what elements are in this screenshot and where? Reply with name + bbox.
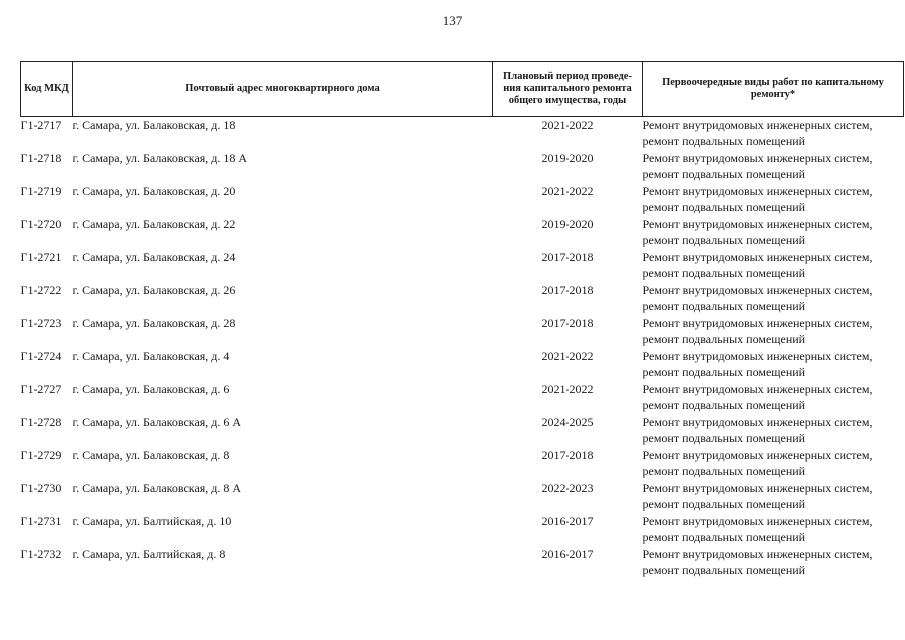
table-row bbox=[21, 150, 904, 183]
table-row bbox=[21, 447, 904, 480]
row-code: Г1-2717 bbox=[20, 118, 62, 132]
row-works-line1: Ремонт внутридомовых инженерных систем, bbox=[642, 448, 873, 462]
row-address: г. Самара, ул. Балаковская, д. 18 bbox=[72, 118, 236, 132]
row-works-line2: ремонт подвальных помещений bbox=[642, 497, 806, 511]
table-row bbox=[21, 249, 904, 282]
row-address: г. Самара, ул. Балаковская, д. 4 bbox=[72, 349, 230, 363]
row-works bbox=[643, 480, 904, 513]
row-period: 2024-2025 bbox=[541, 415, 594, 429]
row-works-line1: Ремонт внутридомовых инженерных систем, bbox=[642, 316, 873, 330]
header-code: Код МКД bbox=[21, 62, 73, 117]
row-period: 2021-2022 bbox=[541, 184, 594, 198]
row-works-line2: ремонт подвальных помещений bbox=[642, 530, 806, 544]
row-code: Г1-2727 bbox=[20, 382, 62, 396]
row-works-line2: ремонт подвальных помещений bbox=[642, 365, 806, 379]
row-address: г. Самара, ул. Балаковская, д. 28 bbox=[72, 316, 236, 330]
row-code: Г1-2723 bbox=[20, 316, 62, 330]
row-code: Г1-2719 bbox=[20, 184, 62, 198]
row-address: г. Самара, ул. Балаковская, д. 26 bbox=[72, 283, 236, 297]
table-row bbox=[21, 381, 904, 414]
row-period: 2017-2018 bbox=[541, 283, 594, 297]
row-works-line2: ремонт подвальных помещений bbox=[642, 332, 806, 346]
row-code: Г1-2728 bbox=[20, 415, 62, 429]
row-code: Г1-2718 bbox=[20, 151, 62, 165]
row-address: г. Самара, ул. Балаковская, д. 20 bbox=[72, 184, 236, 198]
row-address: г. Самара, ул. Балаковская, д. 8 bbox=[72, 448, 230, 462]
row-code: Г1-2732 bbox=[20, 547, 62, 561]
row-works-line1: Ремонт внутридомовых инженерных систем, bbox=[642, 547, 873, 561]
row-period: 2017-2018 bbox=[541, 250, 594, 264]
row-code: Г1-2724 bbox=[20, 349, 62, 363]
row-period: 2021-2022 bbox=[541, 382, 594, 396]
row-address: г. Самара, ул. Балтийская, д. 8 bbox=[72, 547, 226, 561]
row-address: г. Самара, ул. Балаковская, д. 24 bbox=[72, 250, 236, 264]
table-row bbox=[21, 183, 904, 216]
row-works bbox=[643, 282, 904, 315]
row-works-line2: ремонт подвальных помещений bbox=[642, 134, 806, 148]
row-works-line2: ремонт подвальных помещений bbox=[642, 398, 806, 412]
row-works-line2: ремонт подвальных помещений bbox=[642, 167, 806, 181]
table-row bbox=[21, 513, 904, 546]
row-works-line2: ремонт подвальных помещений bbox=[642, 299, 806, 313]
row-works bbox=[643, 117, 904, 151]
row-period: 2021-2022 bbox=[541, 118, 594, 132]
row-address: г. Самара, ул. Балаковская, д. 6 А bbox=[72, 415, 242, 429]
row-works bbox=[643, 414, 904, 447]
row-period: 2017-2018 bbox=[541, 448, 594, 462]
row-code: Г1-2729 bbox=[20, 448, 62, 462]
row-works-line1: Ремонт внутридомовых инженерных систем, bbox=[642, 118, 873, 132]
row-works-line1: Ремонт внутридомовых инженерных систем, bbox=[642, 514, 873, 528]
row-works bbox=[643, 249, 904, 282]
row-works bbox=[643, 216, 904, 249]
table-row bbox=[21, 282, 904, 315]
row-period: 2019-2020 bbox=[541, 151, 594, 165]
table-row bbox=[21, 348, 904, 381]
row-code: Г1-2722 bbox=[20, 283, 62, 297]
row-period: 2022-2023 bbox=[541, 481, 594, 495]
row-works bbox=[643, 150, 904, 183]
row-period: 2017-2018 bbox=[541, 316, 594, 330]
row-period: 2016-2017 bbox=[541, 514, 594, 528]
row-period: 2016-2017 bbox=[541, 547, 594, 561]
row-works-line2: ремонт подвальных помещений bbox=[642, 431, 806, 445]
row-works-line1: Ремонт внутридомовых инженерных систем, bbox=[642, 151, 873, 165]
header-address: Почтовый адрес многоквартирного дома bbox=[73, 62, 493, 117]
row-address: г. Самара, ул. Балтийская, д. 10 bbox=[72, 514, 232, 528]
page-number: 137 bbox=[442, 13, 463, 28]
row-address: г. Самара, ул. Балаковская, д. 22 bbox=[72, 217, 236, 231]
header-works: Первоочередные виды работ по капитальному ремонту* bbox=[643, 62, 904, 117]
table-row bbox=[21, 480, 904, 513]
row-works bbox=[643, 183, 904, 216]
table-row bbox=[21, 546, 904, 579]
table-row bbox=[21, 117, 904, 151]
header-period: Плановый период проведе-ния капитального ремонта общего имущества, годы bbox=[493, 62, 643, 117]
table-row bbox=[21, 216, 904, 249]
row-works bbox=[643, 381, 904, 414]
row-period: 2019-2020 bbox=[541, 217, 594, 231]
row-works-line2: ремонт подвальных помещений bbox=[642, 233, 806, 247]
header-row bbox=[21, 62, 904, 117]
row-works-line1: Ремонт внутридомовых инженерных систем, bbox=[642, 349, 873, 363]
row-code: Г1-2731 bbox=[20, 514, 62, 528]
registry-table bbox=[20, 61, 904, 579]
row-period: 2021-2022 bbox=[541, 349, 594, 363]
row-works-line1: Ремонт внутридомовых инженерных систем, bbox=[642, 184, 873, 198]
row-code: Г1-2720 bbox=[20, 217, 62, 231]
row-code: Г1-2730 bbox=[20, 481, 62, 495]
row-works-line1: Ремонт внутридомовых инженерных систем, bbox=[642, 250, 873, 264]
table-header bbox=[21, 62, 904, 117]
row-address: г. Самара, ул. Балаковская, д. 8 А bbox=[72, 481, 242, 495]
row-works bbox=[643, 315, 904, 348]
table-row bbox=[21, 315, 904, 348]
row-works-line2: ремонт подвальных помещений bbox=[642, 563, 806, 577]
row-address: г. Самара, ул. Балаковская, д. 6 bbox=[72, 382, 230, 396]
row-works bbox=[643, 546, 904, 579]
table-row bbox=[21, 414, 904, 447]
row-works-line1: Ремонт внутридомовых инженерных систем, bbox=[642, 415, 873, 429]
row-works-line2: ремонт подвальных помещений bbox=[642, 266, 806, 280]
row-address: г. Самара, ул. Балаковская, д. 18 А bbox=[72, 151, 248, 165]
table-body bbox=[21, 117, 904, 580]
row-works-line2: ремонт подвальных помещений bbox=[642, 464, 806, 478]
row-code: Г1-2721 bbox=[20, 250, 62, 264]
row-works-line1: Ремонт внутридомовых инженерных систем, bbox=[642, 217, 873, 231]
row-works bbox=[643, 513, 904, 546]
row-works-line2: ремонт подвальных помещений bbox=[642, 200, 806, 214]
row-works bbox=[643, 447, 904, 480]
row-works-line1: Ремонт внутридомовых инженерных систем, bbox=[642, 382, 873, 396]
row-works-line1: Ремонт внутридомовых инженерных систем, bbox=[642, 283, 873, 297]
row-works bbox=[643, 348, 904, 381]
row-works-line1: Ремонт внутридомовых инженерных систем, bbox=[642, 481, 873, 495]
